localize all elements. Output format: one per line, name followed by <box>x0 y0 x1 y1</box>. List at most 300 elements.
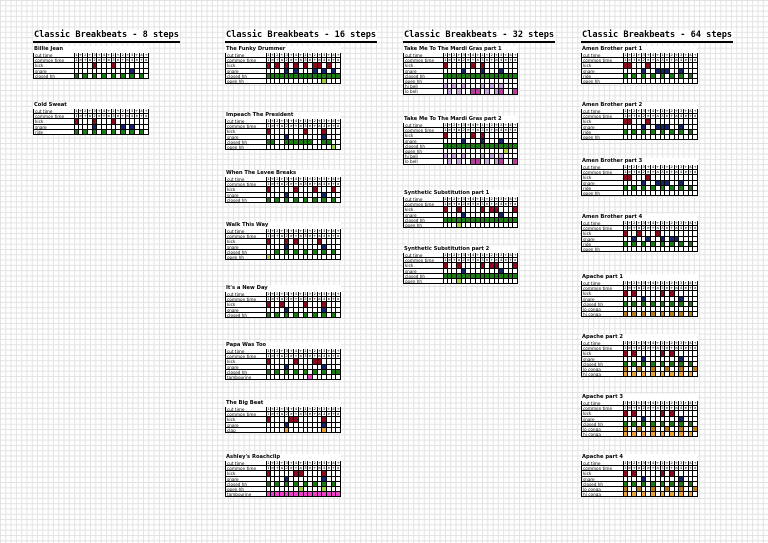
count-cell: 4 <box>689 281 692 285</box>
count-cell: e <box>79 58 82 63</box>
count-cell: e <box>271 58 274 63</box>
count-cell: + <box>637 109 641 113</box>
count-cell: a <box>656 346 659 351</box>
row-label: cut time <box>225 53 266 58</box>
count-cell: 4 <box>679 286 683 291</box>
count-cell: e <box>684 226 687 231</box>
count-cell: 3 <box>661 466 664 471</box>
count-cell: + <box>294 466 298 471</box>
count-cell: + <box>646 53 650 57</box>
count-cell: + <box>78 109 83 113</box>
count-cell: 2 <box>313 292 316 296</box>
count-cell: e <box>684 286 687 291</box>
count-cell: 1 <box>481 123 484 127</box>
count-cell: 1 <box>624 346 627 351</box>
count-cell: a <box>637 170 641 175</box>
count-cell: a <box>336 234 340 239</box>
count-cell: 2 <box>670 53 673 57</box>
count-cell: e <box>308 412 312 417</box>
row-label: lo conga <box>581 487 623 492</box>
count-cell: + <box>684 281 688 285</box>
count-cell: + <box>275 234 279 239</box>
count-cell: 4 <box>130 114 134 119</box>
count-cell: + <box>490 202 494 207</box>
count-cell: e <box>684 466 687 471</box>
count-cell: 2 <box>642 406 645 411</box>
count-cell: e <box>327 412 330 417</box>
count-cell: + <box>447 53 452 57</box>
count-cell: 2 <box>285 124 288 129</box>
row-label: kick <box>225 359 266 364</box>
breakbeat-block <box>581 46 698 84</box>
count-cell: 2 <box>632 461 636 465</box>
count-cell: 3 <box>322 407 326 411</box>
count-cell: 1 <box>112 53 115 57</box>
count-cell: + <box>308 177 312 181</box>
count-cell: + <box>674 53 679 57</box>
count-cell: e <box>647 170 650 175</box>
count-cell: a <box>318 412 321 417</box>
count-cell: a <box>336 412 340 417</box>
count-cell: 3 <box>661 114 664 119</box>
breakbeat-block <box>581 214 698 252</box>
count-cell: 4 <box>679 466 683 471</box>
row-label: cut time <box>33 53 74 58</box>
count-cell: + <box>457 123 461 127</box>
step-cell <box>513 223 518 228</box>
count-cell: 4 <box>322 297 326 302</box>
count-cell: 1 <box>624 281 627 285</box>
count-cell: + <box>336 229 340 233</box>
count-cell: + <box>280 292 284 296</box>
count-cell: + <box>670 346 674 351</box>
count-cell: + <box>684 341 688 345</box>
count-cell: 4 <box>471 53 475 57</box>
count-cell: + <box>646 221 650 225</box>
row-label: ride <box>581 74 623 79</box>
count-cell: + <box>693 109 697 113</box>
row-label: closed hh <box>581 482 623 487</box>
count-cell: + <box>471 258 475 263</box>
count-cell: + <box>513 253 517 257</box>
count-cell: 2 <box>670 341 673 345</box>
count-cell: 2 <box>632 53 636 57</box>
count-cell: 2 <box>670 109 673 113</box>
count-cell: a <box>299 234 302 239</box>
count-cell: e <box>665 58 669 63</box>
count-cell: 3 <box>304 182 307 187</box>
count-cell: + <box>485 123 489 127</box>
count-cell: 1 <box>624 58 627 63</box>
count-cell: + <box>144 109 148 113</box>
row-label: lo conga <box>581 367 623 372</box>
count-cell: + <box>674 109 679 113</box>
row-label: snare <box>581 237 623 242</box>
breakbeat-title: Take Me To The Mardi Gras part 2 <box>403 116 518 123</box>
count-cell: 1 <box>267 58 270 63</box>
breakbeat-block <box>225 170 341 203</box>
row-label: kick <box>581 63 623 68</box>
row-label: cut time <box>581 53 623 58</box>
row-label: ride <box>581 186 623 191</box>
row-label: kick <box>581 411 623 416</box>
pattern-row <box>225 375 341 380</box>
count-cell: 1 <box>267 53 270 57</box>
breakbeat-block <box>581 454 698 497</box>
breakbeat-title: Apache part 2 <box>581 334 698 341</box>
count-cell: + <box>270 349 275 353</box>
count-cell: 4 <box>332 292 335 296</box>
row-label: common time <box>581 466 623 471</box>
count-cell: a <box>675 58 678 63</box>
breakbeat-title: Amen Brother part 1 <box>581 46 698 53</box>
count-cell: a <box>336 182 340 187</box>
count-cell: 3 <box>304 234 307 239</box>
count-cell: e <box>327 58 330 63</box>
count-cell: + <box>116 109 120 113</box>
count-cell: + <box>684 109 688 113</box>
count-cell: 4 <box>509 197 512 201</box>
row-label: kick <box>581 291 623 296</box>
count-cell: 2 <box>313 461 316 465</box>
count-cell: 3 <box>462 53 465 57</box>
count-cell: 3 <box>679 165 683 169</box>
pattern-row <box>581 191 698 196</box>
count-cell: + <box>452 128 456 133</box>
row-label: snare <box>403 139 443 144</box>
count-cell: 3 <box>661 406 664 411</box>
step-cell <box>693 372 698 377</box>
count-cell: 3 <box>130 53 134 57</box>
count-cell: 4 <box>651 461 655 465</box>
pattern-row <box>33 74 149 79</box>
count-cell: 3 <box>112 58 115 63</box>
count-cell: 4 <box>322 412 326 417</box>
count-cell: a <box>656 406 659 411</box>
count-cell: + <box>139 58 144 63</box>
count-cell: 1 <box>267 234 270 239</box>
count-cell: + <box>665 165 669 169</box>
count-cell: + <box>83 114 87 119</box>
row-label: common time <box>403 128 443 133</box>
count-cell: 1 <box>304 349 307 353</box>
count-cell: + <box>97 109 101 113</box>
count-cell: 2 <box>670 281 673 285</box>
breakbeat-block <box>403 46 518 95</box>
row-label: closed hh <box>403 274 443 279</box>
count-cell: e <box>467 202 470 207</box>
count-cell: + <box>308 461 312 465</box>
count-cell: 1 <box>267 466 270 471</box>
count-cell: 4 <box>689 109 692 113</box>
column-title-32-steps: Classic Breakbeats - 32 steps <box>403 30 555 43</box>
step-cell <box>693 247 698 252</box>
count-cell: e <box>684 406 687 411</box>
step-cell <box>336 145 341 150</box>
count-cell: + <box>656 341 660 345</box>
pattern-row <box>225 255 341 260</box>
row-label: snare <box>225 308 266 313</box>
count-cell: + <box>327 407 331 411</box>
count-cell: 3 <box>322 349 326 353</box>
count-cell: + <box>637 165 641 169</box>
count-cell: 4 <box>651 165 655 169</box>
count-cell: + <box>289 349 293 353</box>
count-cell: + <box>144 53 148 57</box>
row-label: kick <box>225 302 266 307</box>
count-cell: + <box>280 407 284 411</box>
row-label: cut time <box>403 253 443 258</box>
count-cell: e <box>647 226 650 231</box>
count-cell: + <box>270 292 275 296</box>
count-cell: 2 <box>275 177 279 181</box>
count-cell: a <box>675 346 678 351</box>
row-label: snare <box>581 417 623 422</box>
count-cell: 2 <box>285 182 288 187</box>
row-label: closed hh <box>581 302 623 307</box>
count-cell: 4 <box>651 53 655 57</box>
breakbeat-block <box>225 454 341 497</box>
count-cell: 2 <box>670 401 673 405</box>
count-cell: 4 <box>322 182 326 187</box>
row-label: cut time <box>33 109 74 114</box>
row-label: open hh <box>225 487 266 492</box>
count-cell: a <box>495 58 498 63</box>
count-cell: a <box>693 406 697 411</box>
count-cell: a <box>318 182 321 187</box>
count-cell: + <box>452 202 456 207</box>
count-cell: 4 <box>679 406 683 411</box>
count-cell: + <box>294 234 298 239</box>
pattern-row <box>225 79 341 84</box>
count-cell: + <box>275 354 279 359</box>
count-cell: + <box>299 407 303 411</box>
count-cell: a <box>637 406 641 411</box>
count-cell: + <box>299 461 303 465</box>
count-cell: + <box>299 229 303 233</box>
count-cell: 1 <box>624 226 627 231</box>
row-label: closed hh <box>225 250 266 255</box>
count-cell: e <box>79 114 82 119</box>
count-cell: + <box>289 407 293 411</box>
count-cell: + <box>693 341 697 345</box>
count-cell: a <box>637 58 641 63</box>
count-cell: 1 <box>624 221 627 225</box>
count-cell: 4 <box>322 58 326 63</box>
count-cell: + <box>684 401 688 405</box>
count-cell: 3 <box>322 53 326 57</box>
count-cell: e <box>290 182 293 187</box>
count-cell: 2 <box>285 234 288 239</box>
count-cell: 3 <box>304 354 307 359</box>
count-cell: + <box>632 346 636 351</box>
count-cell: 3 <box>481 128 484 133</box>
row-label: snare <box>403 269 443 274</box>
count-cell: + <box>289 177 293 181</box>
count-cell: 2 <box>121 109 124 113</box>
count-cell: 3 <box>112 114 115 119</box>
step-cell <box>336 198 341 203</box>
count-cell: + <box>674 221 679 225</box>
count-cell: a <box>693 58 697 63</box>
count-cell: 3 <box>304 466 307 471</box>
count-cell: a <box>318 297 321 302</box>
count-cell: e <box>504 58 507 63</box>
count-cell: 4 <box>499 128 503 133</box>
row-label: hi conga <box>581 432 623 437</box>
count-cell: a <box>476 202 479 207</box>
count-cell: 4 <box>140 53 143 57</box>
breakbeat-block <box>581 274 698 317</box>
row-label: kick <box>225 471 266 476</box>
count-cell: a <box>318 58 321 63</box>
count-cell: + <box>674 281 679 285</box>
count-cell: 2 <box>275 407 279 411</box>
count-cell: 4 <box>332 177 335 181</box>
count-cell: 2 <box>275 461 279 465</box>
count-cell: 1 <box>444 58 447 63</box>
count-cell: + <box>327 119 331 123</box>
breakbeat-block <box>581 158 698 196</box>
count-cell: 4 <box>294 119 298 123</box>
row-label: cut time <box>581 401 623 406</box>
row-label: ride <box>581 242 623 247</box>
count-cell: + <box>289 53 293 57</box>
count-cell: 3 <box>322 177 326 181</box>
count-cell: e <box>628 286 631 291</box>
count-cell: + <box>693 281 697 285</box>
count-cell: 3 <box>642 109 645 113</box>
row-label: closed hh <box>581 362 623 367</box>
count-cell: 4 <box>471 253 475 257</box>
count-cell: + <box>466 53 470 57</box>
count-cell: + <box>313 412 317 417</box>
step-cell <box>336 428 341 433</box>
count-cell: 4 <box>689 165 692 169</box>
row-label: open hh <box>581 79 623 84</box>
count-cell: + <box>280 461 284 465</box>
count-cell: a <box>637 226 641 231</box>
count-cell: 1 <box>444 258 447 263</box>
count-cell: e <box>308 466 312 471</box>
count-cell: + <box>294 124 298 129</box>
breakbeat-title: Cold Sweat <box>33 102 149 109</box>
row-label: lo bell <box>403 159 443 164</box>
count-cell: + <box>693 221 697 225</box>
count-cell: a <box>299 412 302 417</box>
count-cell: 2 <box>93 114 96 119</box>
count-cell: 3 <box>679 109 683 113</box>
count-cell: 2 <box>285 412 288 417</box>
count-cell: 2 <box>462 128 465 133</box>
count-cell: a <box>675 114 678 119</box>
row-label: kick <box>225 63 266 68</box>
row-label: snare <box>225 193 266 198</box>
count-cell: 2 <box>452 197 456 201</box>
count-cell: + <box>494 197 499 201</box>
count-cell: 3 <box>304 58 307 63</box>
count-cell: + <box>513 197 517 201</box>
count-cell: 4 <box>294 177 298 181</box>
count-cell: + <box>490 128 494 133</box>
count-cell: 4 <box>509 123 512 127</box>
count-cell: + <box>688 58 693 63</box>
count-cell: e <box>485 202 489 207</box>
count-cell: + <box>632 466 636 471</box>
count-cell: + <box>688 286 693 291</box>
count-cell: + <box>336 292 340 296</box>
pattern-row <box>225 313 341 318</box>
count-cell: 4 <box>471 197 475 201</box>
count-cell: + <box>313 354 317 359</box>
count-cell: + <box>651 58 655 63</box>
count-cell: + <box>651 226 655 231</box>
count-cell: 2 <box>83 109 87 113</box>
row-label: kick <box>33 63 74 68</box>
count-cell: + <box>121 58 125 63</box>
count-cell: + <box>452 58 456 63</box>
row-label: common time <box>33 114 74 119</box>
count-cell: + <box>471 58 475 63</box>
count-cell: 4 <box>679 346 683 351</box>
step-cell <box>693 492 698 497</box>
count-cell: 4 <box>509 53 512 57</box>
count-cell: 3 <box>285 177 288 181</box>
count-cell: + <box>670 226 674 231</box>
count-cell: + <box>656 461 660 465</box>
count-cell: + <box>627 401 632 405</box>
count-cell: + <box>299 177 303 181</box>
count-cell: + <box>656 221 660 225</box>
count-cell: 3 <box>661 226 664 231</box>
row-label: hi bell <box>403 84 443 89</box>
count-cell: e <box>684 58 687 63</box>
breakbeat-block <box>403 246 518 284</box>
count-cell: a <box>675 226 678 231</box>
breakbeat-title: Apache part 1 <box>581 274 698 281</box>
count-cell: + <box>632 286 636 291</box>
count-cell: 2 <box>632 109 636 113</box>
count-cell: a <box>280 58 284 63</box>
step-cell <box>336 375 341 380</box>
count-cell: 3 <box>462 123 465 127</box>
count-cell: a <box>675 466 678 471</box>
count-cell: 2 <box>313 349 316 353</box>
count-cell: a <box>299 466 302 471</box>
count-cell: + <box>336 461 340 465</box>
row-label: common time <box>581 114 623 119</box>
breakbeat-title: The Big Beat <box>225 400 341 407</box>
count-cell: e <box>647 114 650 119</box>
row-label: cut time <box>403 123 443 128</box>
count-cell: 1 <box>661 165 664 169</box>
count-cell: 1 <box>304 461 307 465</box>
row-label: cut time <box>581 221 623 226</box>
row-label: common time <box>403 202 443 207</box>
count-cell: a <box>336 124 340 129</box>
count-cell: 4 <box>332 349 335 353</box>
row-label: snare <box>581 125 623 130</box>
count-cell: 2 <box>642 114 645 119</box>
count-cell: 1 <box>267 297 270 302</box>
count-cell: + <box>632 226 636 231</box>
count-cell: 4 <box>102 109 106 113</box>
row-label: open hh <box>403 79 443 84</box>
count-cell: 1 <box>624 406 627 411</box>
row-label: closed hh <box>403 74 443 79</box>
count-cell: a <box>299 182 302 187</box>
count-cell: + <box>504 197 508 201</box>
